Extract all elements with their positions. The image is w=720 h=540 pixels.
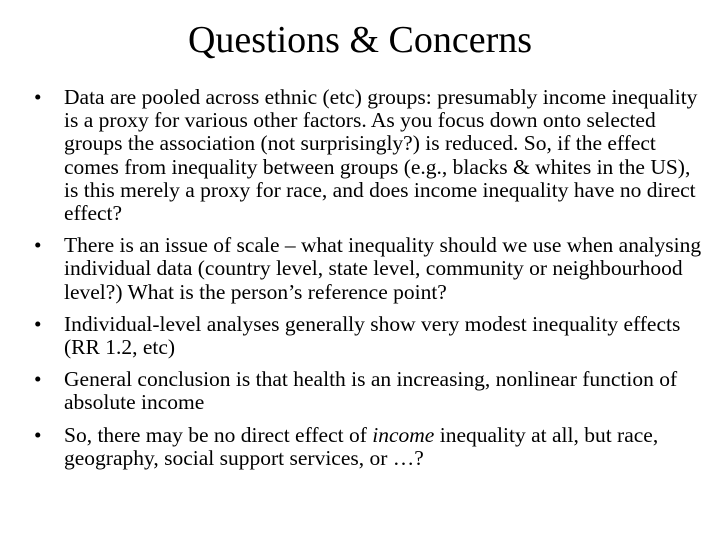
bullet-item bbox=[34, 234, 704, 304]
bullet-item bbox=[34, 313, 704, 359]
bullet-list bbox=[34, 86, 704, 479]
bullet-marker: • bbox=[34, 311, 42, 336]
bullet-marker: • bbox=[34, 233, 42, 258]
slide-title: Questions & Concerns bbox=[187, 19, 533, 61]
bullet-text: There is an issue of scale – what inequality should we use when analysing individual data (country level, state level, community or neighbourhood level?) What is the person’s reference point? bbox=[64, 233, 702, 304]
bullet-item bbox=[34, 424, 704, 470]
bullet-text-after: inequality at all, but race, geography, social support services, or …? bbox=[64, 422, 659, 470]
bullet-text-emphasis: income bbox=[372, 422, 435, 447]
bullet-text: Individual-level analyses generally show very modest inequality effects (RR 1.2, etc) bbox=[64, 311, 681, 360]
bullet-text bbox=[64, 423, 658, 470]
bullet-text-before: So, there may be no direct effect of bbox=[64, 422, 373, 447]
bullet-text: General conclusion is that health is an increasing, nonlinear function of absolute income bbox=[64, 367, 678, 415]
bullet-item bbox=[34, 86, 704, 225]
bullet-marker: • bbox=[34, 85, 42, 109]
bullet-marker: • bbox=[34, 367, 42, 392]
bullet-item bbox=[34, 368, 704, 414]
bullet-text: Data are pooled across ethnic (etc) groups: presumably income inequality is a proxy for various other factors. As you focus down onto selected groups the association (not surprisingly?) is reduced. So, if the effect comes from inequality between groups (e.g., blacks & whites in the US), is this merely a proxy for race, and does income inequality have no direct effect? bbox=[64, 85, 698, 226]
bullet-marker: • bbox=[34, 422, 42, 447]
